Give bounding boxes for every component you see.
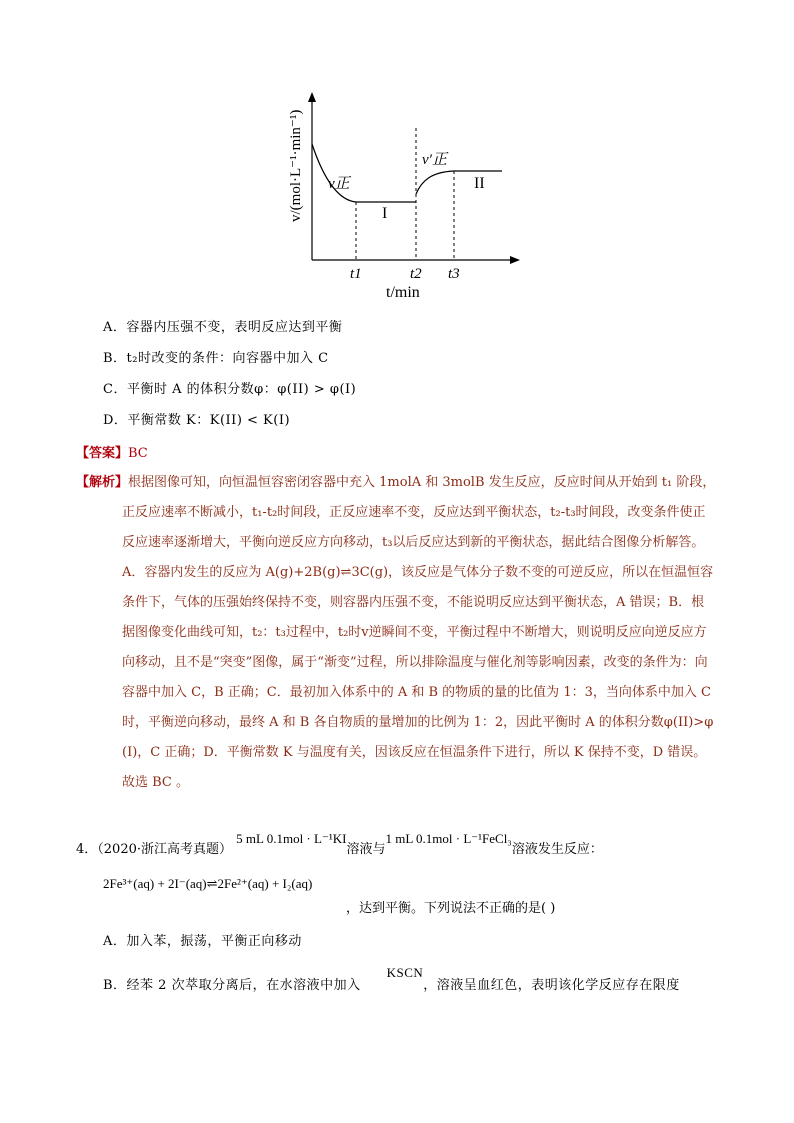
- analysis-line: 正反应速率不断减小，t₁-t₂时间段，正反应速率不变，反应达到平衡状态，t₂-t₃时间段，改变条件使正: [122, 505, 706, 520]
- rate-time-graph: [270, 92, 530, 304]
- option-a: A．容器内压强不变，表明反应达到平衡: [103, 320, 343, 335]
- analysis-line: 时，平衡逆向移动，最终 A 和 B 各自物质的量增加的比例为 1：2，因此平衡时 A 的体积分数φ(II)>φ: [122, 715, 714, 730]
- q4-option-b-post: ，溶液呈血红色，表明该化学反应存在限度: [423, 978, 680, 993]
- q4-prefix: 4．（2020·浙江高考真题）: [76, 842, 232, 857]
- q4-suffix: 溶液发生反应：: [511, 842, 603, 857]
- region-1-label: I: [382, 205, 388, 222]
- analysis-line: 据图像变化曲线可知，t₂：t₃过程中，t₂时v逆瞬间不变，平衡过程中不断增大，则说明反应向逆反应方: [122, 625, 707, 640]
- analysis-block: [76, 468, 736, 798]
- tick-t1: t1: [350, 266, 362, 282]
- y-axis-arrow: [308, 92, 316, 102]
- q4-option-b-pre: B．经苯 2 次萃取分离后，在水溶液中加入: [103, 978, 361, 993]
- analysis-line: 容器中加入 C，B 正确；C．最初加入体系中的 A 和 B 的物质的量的比值为 1：3，当向体系中加入 C: [122, 685, 711, 700]
- analysis-line: A．容器内发生的反应为 A(g)+2B(g)⇌3C(g)，该反应是气体分子数不变的可逆反应，所以在恒温恒容: [122, 565, 714, 580]
- rate-curve-after: [416, 171, 502, 194]
- q4-stem-line1: [76, 831, 603, 857]
- option-c: C．平衡时 A 的体积分数φ：φ(II) > φ(I): [103, 382, 357, 397]
- rate-curve: [312, 144, 416, 202]
- analysis-line: 【解析】根据图像可知，向恒温恒容密闭容器中充入 1molA 和 3molB 发生反应，反应时间从开始到 t₁ 阶段，: [76, 475, 716, 490]
- answer-row: [76, 442, 148, 461]
- option-b: B．t₂时改变的条件：向容器中加入 C: [103, 351, 329, 366]
- option-d: D．平衡常数 K：K(II) < K(I): [103, 413, 291, 428]
- y-axis-label: v/(mol·L⁻¹·min⁻¹): [288, 109, 304, 222]
- tick-t3: t3: [448, 266, 460, 282]
- curve-label-1: v正: [328, 176, 350, 192]
- q4-equation: 2Fe³⁺(aq) + 2I⁻(aq)⇌2Fe²⁺(aq) + I₂(aq): [103, 876, 313, 891]
- q4-option-a: A．加入苯，振荡，平衡正向移动: [103, 934, 302, 949]
- q4-option-b-reagent: KSCN: [386, 965, 424, 980]
- analysis-line: (I)，C 正确；D．平衡常数 K 与温度有关，因该反应在恒温条件下进行，所以 K 保持不变，D 错误。: [122, 745, 707, 760]
- analysis-label: 【解析】: [76, 475, 129, 490]
- q4-reagent-2: 1 mL 0.1mol · L⁻¹FeCl₃: [385, 831, 512, 846]
- curve-label-2: v′正: [422, 152, 447, 168]
- region-2-label: II: [474, 175, 485, 192]
- tick-t2: t2: [410, 266, 422, 282]
- q4-reagent-1: 5 mL 0.1mol · L⁻¹KI: [236, 831, 347, 846]
- x-axis-arrow: [510, 256, 520, 264]
- answer-value: BC: [128, 446, 148, 461]
- answer-label: 【答案】: [76, 446, 129, 461]
- q4-mid: 溶液与: [346, 842, 386, 857]
- analysis-line: 反应速率逐渐增大，平衡向逆反应方向移动，t₃以后反应达到新的平衡状态，据此结合图像分析解答。: [122, 535, 705, 550]
- analysis-line: 条件下，气体的压强始终保持不变，则容器内压强不变，不能说明反应达到平衡状态，A 错误；B．根: [122, 595, 705, 610]
- q4-option-b: [103, 965, 680, 993]
- q4-stem-tail: ，达到平衡。下列说法不正确的是( ): [346, 901, 556, 916]
- analysis-line: 故选 BC 。: [122, 775, 190, 790]
- x-axis-label: t/min: [386, 284, 420, 301]
- analysis-line: 向移动，且不是“突变”图像，属于“渐变”过程，所以排除温度与催化剂等影响因素，改变的条件为：向: [122, 655, 708, 670]
